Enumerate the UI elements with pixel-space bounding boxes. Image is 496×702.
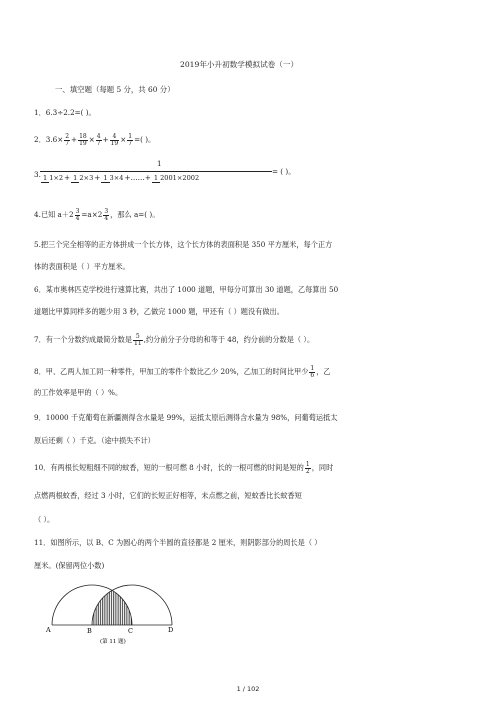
- question-5-line-1: 5.把三个完全相等的正方体拼成一个长方体，这个长方体的表面积是 350 平方厘米，每个正方: [34, 240, 333, 249]
- q7-suffix: ,约分前分子分母的和等于 48，约分前的分数是（ ）。: [143, 335, 315, 344]
- q3-term-3: 1 3×4: [103, 174, 124, 182]
- question-8-line-2: 的工作效率是甲的（ ）%。: [34, 388, 123, 397]
- q8-prefix: 8．甲、乙两人加工同一种零件，甲加工的零件个数比乙少 20%，乙加工的时间比甲少: [34, 367, 309, 376]
- question-10-line-1: [34, 458, 333, 478]
- question-3-answer: = ( )。: [272, 167, 296, 176]
- q7-fraction: $\frac{5}{11}$: [134, 332, 142, 347]
- question-10-line-2: 点燃两根蚊香，经过 3 小时，它们的长短正好相等，未点燃之前，短蚊香比长蚊香短: [34, 491, 302, 500]
- figure-caption: (第 11 题): [100, 639, 126, 645]
- label-a: A: [46, 626, 51, 634]
- question-1: 1．6.3÷2.2=( )。: [34, 108, 96, 117]
- semicircle-figure: [40, 580, 190, 648]
- q4-fraction-2: $\frac{3}{4}$: [104, 207, 109, 222]
- label-c: C: [128, 627, 133, 635]
- q3-plus-1: +: [64, 173, 71, 182]
- question-6-line-1: 6．某市奥林匹克学校进行速算比赛，共出了 1000 道题，甲每分可算出 30 道题，乙每算出 50: [34, 285, 339, 294]
- question-3-number: 3.: [34, 170, 41, 179]
- question-11-line-1: 11．如图所示，以 B、C 为圆心的两个半圆的直径都是 2 厘米，则阴影部分的周长是（ ）: [34, 538, 322, 547]
- question-6-line-2: 道题比甲算同样多的题少用 3 秒，乙做完 1000 题，甲还有（ ）题没有做出。: [34, 307, 284, 316]
- q3-term-4: 1 2001×2002: [153, 174, 200, 182]
- q3-term-2: 1 2×3: [73, 174, 94, 182]
- q7-prefix: 7．有一个分数约成最简分数是: [34, 335, 133, 344]
- label-b: B: [87, 627, 92, 635]
- question-2: [34, 130, 155, 150]
- question-4: [34, 205, 159, 225]
- q2-op-3: +: [102, 135, 109, 144]
- question-11-line-2: 厘米。(保留两位小数): [34, 561, 105, 570]
- q8-suffix: ，乙: [316, 367, 331, 376]
- label-d: D: [168, 626, 174, 634]
- question-10-line-3: （ ）。: [34, 515, 55, 524]
- question-3-denominator: [40, 172, 200, 184]
- q10-fraction: $\frac{1}{2}$: [305, 460, 310, 475]
- q4-suffix: ，那么 a=( )。: [110, 210, 160, 219]
- q2-op-2: ×: [88, 135, 95, 144]
- question-5-line-2: 体的表面积是（ ）平方厘米。: [34, 262, 130, 271]
- q2-fraction-2: $\frac{18}{19}$: [79, 132, 87, 147]
- q3-plus-2: +: [94, 173, 101, 182]
- q2-fraction-1: $\frac{2}{7}$: [65, 132, 70, 147]
- question-9-line-2: 原后还剩（ ）千克。（途中损失不计）: [34, 436, 155, 445]
- q8-fraction: $\frac{1}{6}$: [310, 364, 315, 379]
- q10-suffix: ，同时: [311, 463, 334, 472]
- q2-fraction-5: $\frac{1}{7}$: [128, 132, 133, 147]
- question-3-numerator: 1: [157, 159, 162, 168]
- q10-prefix: 10．有两根长短粗细不同的蚊香，短的一根可燃 8 小时，长的一根可燃的时间是短的: [34, 463, 304, 472]
- shaded-lens-region: [92, 585, 172, 625]
- q3-dots: +……+: [124, 173, 151, 182]
- page-title: 2019年小升初数学模拟试卷（一）: [180, 60, 299, 69]
- q2-fraction-4: $\frac{4}{19}$: [110, 132, 119, 147]
- q2-op-1: +: [71, 135, 78, 144]
- section-heading: 一、填空题（每题 5 分，共 60 分）: [55, 85, 175, 94]
- q2-prefix: 2．3.6×: [34, 135, 64, 144]
- page-number: 1 / 102: [236, 685, 260, 693]
- q3-term-1: 1 1×2: [43, 174, 64, 182]
- q4-prefix: 4.已知 a＋2: [34, 210, 74, 219]
- q2-fraction-3: $\frac{4}{7}$: [96, 132, 101, 147]
- q4-fraction-1: $\frac{3}{4}$: [75, 207, 80, 222]
- q2-suffix: =( )。: [134, 135, 156, 144]
- q2-op-4: ×: [120, 135, 127, 144]
- question-7: [34, 330, 314, 350]
- q4-mid: =a×2: [81, 210, 103, 219]
- question-8-line-1: [34, 362, 331, 382]
- question-9-line-1: 9．10000 千克葡萄在新疆测得含水量是 99%，运抵太原后测得含水量为 98%，问葡萄运抵太: [34, 413, 338, 422]
